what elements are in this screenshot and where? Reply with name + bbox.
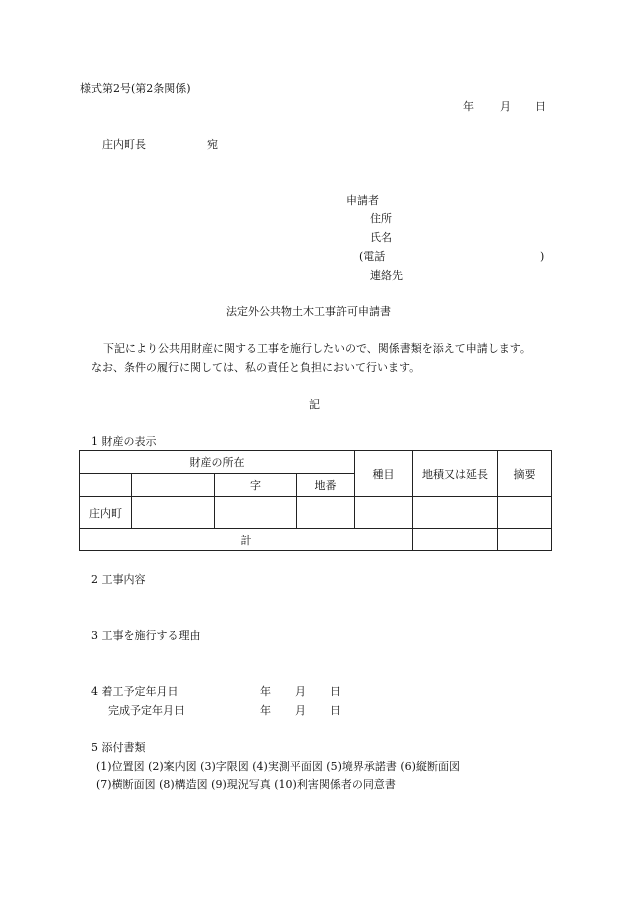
section-4-start-label: 4 着工予定年月日: [91, 685, 179, 698]
header-area: 地積又は延長: [413, 451, 498, 497]
header-type: 種目: [355, 451, 413, 497]
end-year: 年: [260, 704, 271, 717]
cell-total-remarks: [498, 529, 552, 551]
applicant-contact-label: 連絡先: [370, 269, 403, 282]
cell-empty: [297, 497, 355, 529]
subheader-blank-1: [80, 474, 132, 497]
cell-empty: [215, 497, 297, 529]
applicant-phone-close: ): [540, 250, 545, 263]
cell-town: 庄内町: [80, 497, 132, 529]
cell-empty: [132, 497, 215, 529]
applicant-heading: 申請者: [346, 194, 379, 207]
date-day: 日: [535, 100, 546, 113]
table-total-row: [80, 529, 552, 551]
header-location: 財産の所在: [80, 451, 355, 474]
addressee-name: 庄内町長: [102, 138, 146, 151]
section-3-heading: 3 工事を施行する理由: [91, 629, 201, 642]
subheader-aza: 字: [215, 474, 297, 497]
table-row: [80, 497, 552, 529]
subheader-blank-2: [132, 474, 215, 497]
attachments-line-1: (1)位置図 (2)案内図 (3)字限図 (4)実測平面図 (5)境界承諾書 (6)縦断面図: [96, 760, 460, 773]
addressee-honorific: 宛: [207, 138, 218, 151]
applicant-address-label: 住所: [370, 212, 392, 225]
cell-total-area: [413, 529, 498, 551]
date-month: 月: [500, 100, 511, 113]
section-2-heading: 2 工事内容: [91, 573, 146, 586]
section-1-heading: 1 財産の表示: [91, 435, 157, 448]
cell-empty: [413, 497, 498, 529]
document-title: 法定外公共物土木工事許可申請書: [226, 305, 391, 318]
cell-total-label: 計: [80, 529, 413, 551]
section-4-end-label: 完成予定年月日: [108, 704, 185, 717]
subheader-chiban: 地番: [297, 474, 355, 497]
end-month: 月: [295, 704, 306, 717]
form-number: 様式第2号(第2条関係): [80, 82, 191, 95]
section-5-heading: 5 添付書類: [91, 741, 146, 754]
start-day: 日: [330, 685, 341, 698]
cell-empty: [498, 497, 552, 529]
table-header-row: [80, 451, 552, 474]
attachments-line-2: (7)横断面図 (8)構造図 (9)現況写真 (10)利害関係者の同意書: [96, 778, 396, 791]
start-year: 年: [260, 685, 271, 698]
applicant-name-label: 氏名: [370, 231, 392, 244]
header-remarks: 摘要: [498, 451, 552, 497]
intro-line-1: 下記により公共用財産に関する工事を施行したいので、関係書類を添えて申請します。: [103, 342, 531, 355]
intro-line-2: なお、条件の履行に関しては、私の責任と負担において行います。: [91, 361, 421, 374]
start-month: 月: [295, 685, 306, 698]
cell-empty: [355, 497, 413, 529]
applicant-phone-label: (電話: [359, 250, 386, 263]
date-year: 年: [463, 100, 474, 113]
end-day: 日: [330, 704, 341, 717]
ki-mark: 記: [309, 398, 320, 411]
property-table: [79, 450, 552, 551]
